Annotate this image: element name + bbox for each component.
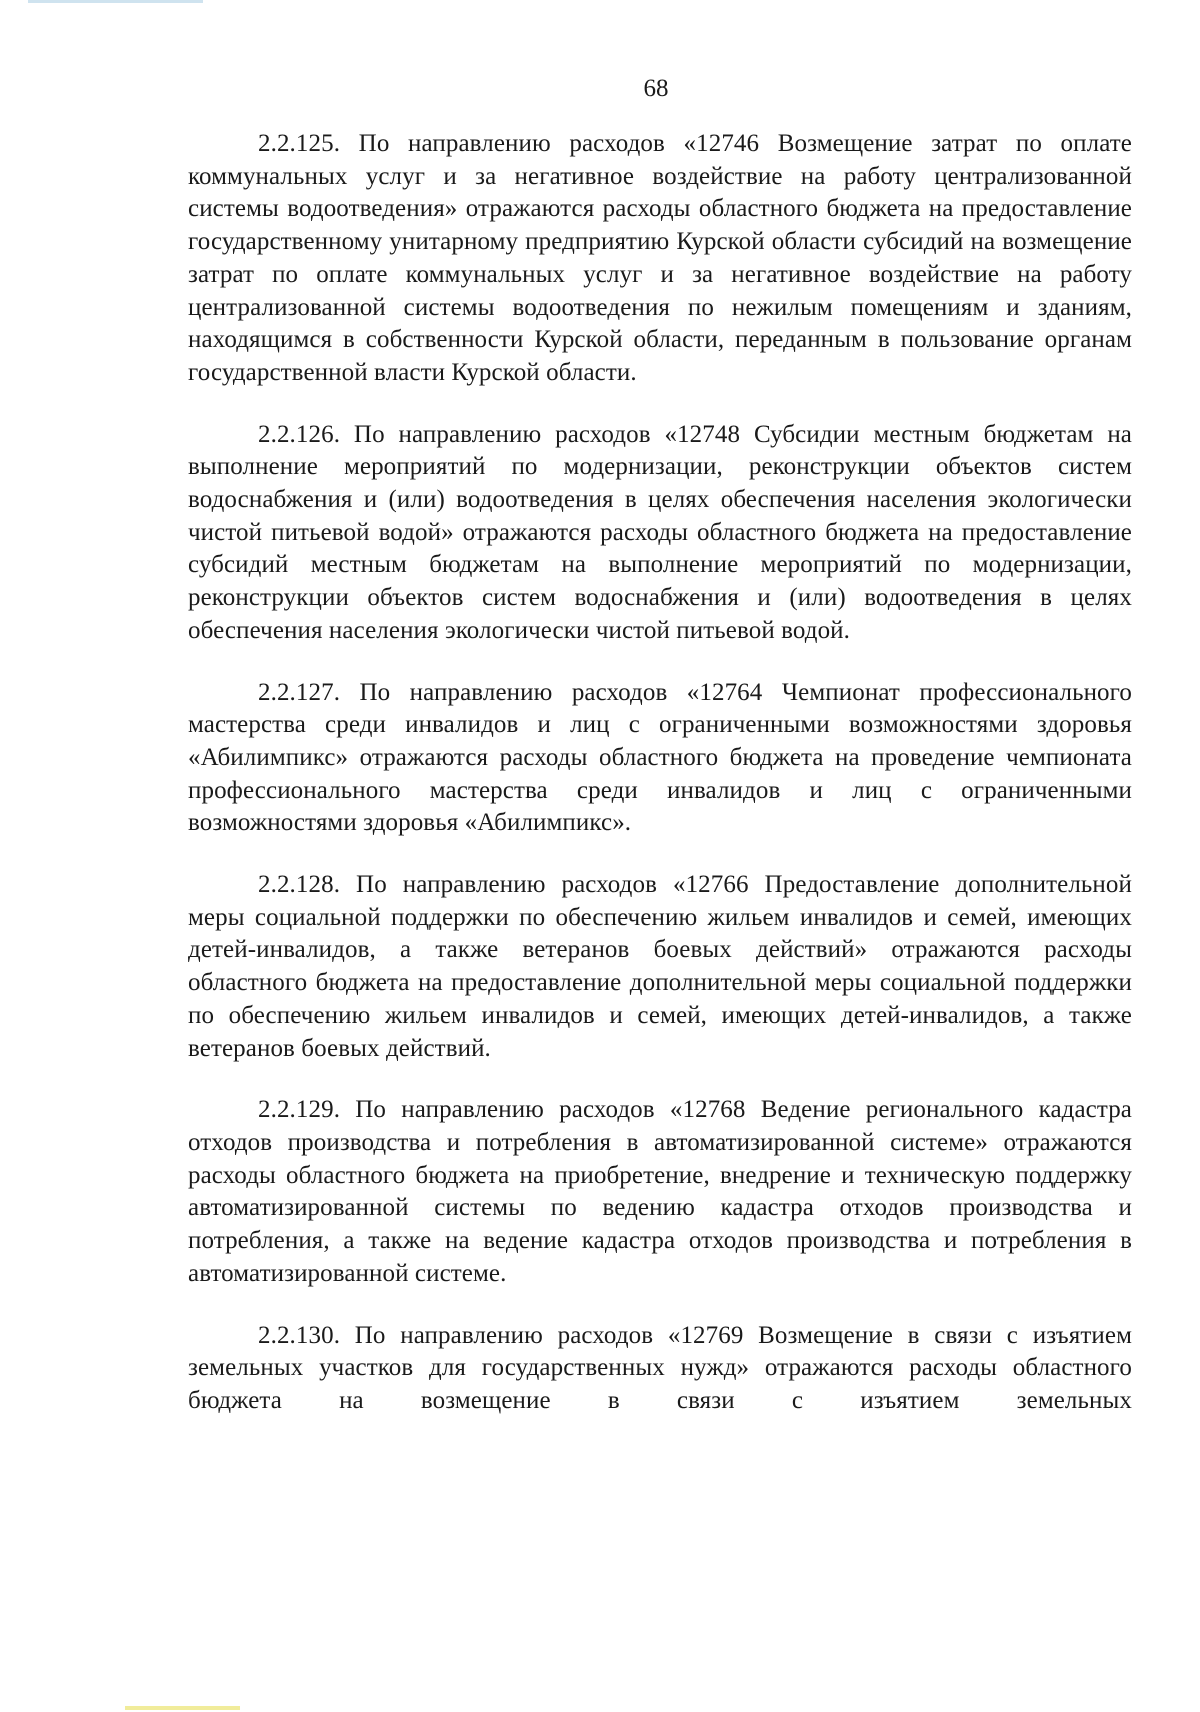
- page-number: 68: [643, 75, 669, 102]
- paragraph-2-2-127: 2.2.127. По направлению расходов «12764 Чемпионат профессионального мастерства среди инвалидов и лиц с ограниченными возможностями здоровья «Абилимпикс» отражаются расходы областного бюджета на проведение чемпионата профессионального мастерства среди инвалидов и лиц с ограниченными возможностями здоровья «Абилимпикс».: [188, 678, 1132, 837]
- scan-edge-mark-bottom: [125, 1706, 240, 1710]
- document-body: [188, 128, 1132, 1447]
- paragraph-2-2-129: 2.2.129. По направлению расходов «12768 Ведение регионального кадастра отходов производства и потребления в автоматизированной системе» отражаются расходы областного бюджета на приобретение, внедрение и техническую поддержку автоматизированной системы по ведению кадастра отходов производства и потребления, а также на ведение кадастра отходов производства и потребления в автоматизированной системе.: [188, 1096, 1132, 1287]
- paragraph-2-2-126: 2.2.126. По направлению расходов «12748 Субсидии местным бюджетам на выполнение мероприятий по модернизации, реконструкции объектов систем водоснабжения и (или) водоотведения в целях обеспечения населения экологически чистой питьевой водой» отражаются расходы областного бюджета на предоставление субсидий местным бюджетам на выполнение мероприятий по модернизации, реконструкции объектов систем водоснабжения и (или) водоотведения в целях обеспечения населения экологически чистой питьевой водой.: [188, 420, 1132, 644]
- paragraph-2-2-125: 2.2.125. По направлению расходов «12746 Возмещение затрат по оплате коммунальных услуг и за негативное воздействие на работу централизованной системы водоотведения» отражаются расходы областного бюджета на предоставление государственному унитарному предприятию Курской области субсидий на возмещение затрат по оплате коммунальных услуг и за негативное воздействие на работу централизованной системы водоотведения по нежилым помещениям и зданиям, находящимся в собственности Курской области, переданным в пользование органам государственной власти Курской области.: [188, 130, 1132, 386]
- paragraph-2-2-130: 2.2.130. По направлению расходов «12769 Возмещение в связи с изъятием земельных участков для государственных нужд» отражаются расходы областного бюджета на возмещение в связи с изъятием земельных: [188, 1321, 1132, 1414]
- paragraph-2-2-128: 2.2.128. По направлению расходов «12766 Предоставление дополнительной меры социальной поддержки по обеспечению жильем инвалидов и семей, имеющих детей-инвалидов, а также ветеранов боевых действий» отражаются расходы областного бюджета на предоставление дополнительной меры социальной поддержки по обеспечению жильем инвалидов и семей, имеющих детей-инвалидов, а также ветеранов боевых действий.: [188, 871, 1132, 1062]
- scan-edge-mark-top: [28, 0, 203, 3]
